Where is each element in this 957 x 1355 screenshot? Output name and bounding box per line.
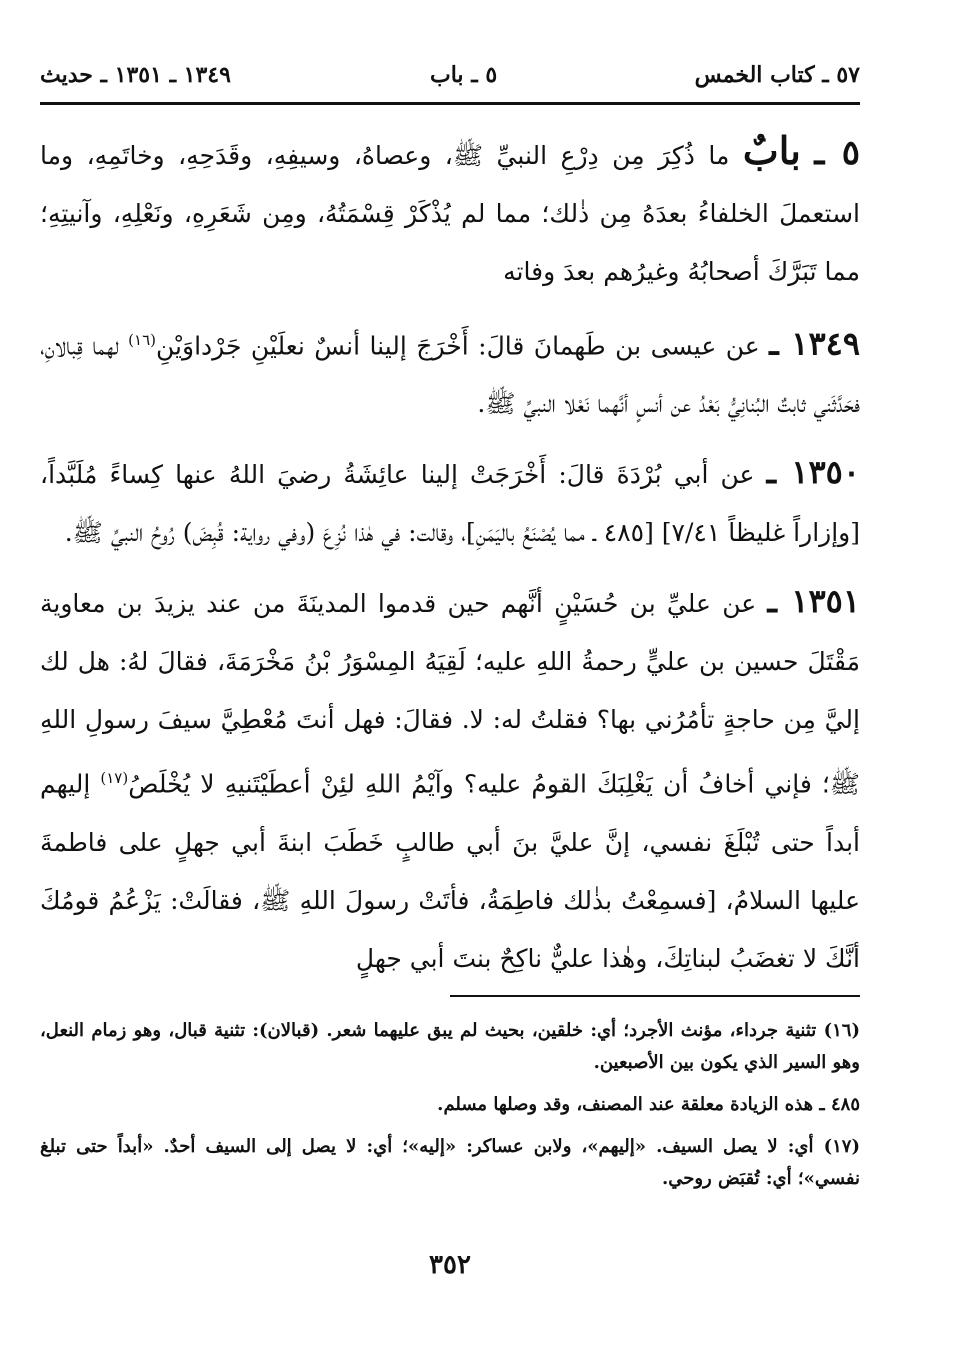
hadith-1351	[40, 572, 860, 987]
chapter-heading	[40, 122, 860, 301]
hadith-1350	[40, 443, 860, 562]
hadith-text: عن أبي بُرْدَةَ قالَ: أَخْرَجَتْ إلينا عائِشَةُ رضيَ اللهُ عنها كِساءً مُلَبَّداً، [وإزاراً غليظاً ٧/٤١] [٤٨٥ ـ مما يُصْنَعُ باليَمَنِ]، وقالت: في هٰذا نُزِعَ (وفي رواية: قُبِضَ) رُوحُ النبيِّ ﷺ.	[40, 460, 860, 548]
hadith-text-continued: إليهم أبداً حتى تُبْلَغَ نفسي، إنَّ عليَّ بنَ أبي طالبٍ خَطَبَ ابنةَ أبي جهلٍ على فاطمةَ عليها السلامُ، [فسمِعْتُ بذٰلك فاطِمَةُ، فأتَتْ رسولَ اللهِ ﷺ، فقالَتْ: يَزْعُمُ قومُكَ أنَّكَ لا تغضَبُ لبناتِكَ، وهٰذا عليٌّ ناكِحٌ بنتَ أبي جهلٍ	[40, 769, 860, 973]
hadith-number: ١٣٥٠ ـ	[766, 453, 861, 492]
hadith-number: ١٣٤٩ ـ	[769, 324, 861, 363]
hadith-text: عن عيسى بن طَهمانَ قالَ: أَخْرَجَ إلينا أنسٌ نعلَيْنِ جَرْداوَيْنِ	[156, 331, 760, 361]
hadith-1349	[40, 311, 860, 433]
footnote-485: ٤٨٥ ـ هذه الزيادة معلقة عند المصنف، وقد وصلها مسلم.	[437, 1094, 860, 1115]
header-divider	[40, 102, 860, 105]
footnote-16: (١٦) تثنية جرداء، مؤنث الأجرد؛ أي: خلقين، بحيث لم يبق عليهما شعر. (قبالان): تثنية قبال، وهو زمام النعل، وهو السير الذي يكون بين الأصبعين.	[40, 1020, 860, 1073]
header-chapter: ٥ ـ باب	[430, 62, 498, 88]
chapter-word: بابٌ	[742, 128, 801, 173]
hadith-text: عن عليِّ بن حُسَيْنٍ أنَّهم حين قدموا المدينَةَ من عند يزيدَ بن معاوية مَقْتَلَ حسين بن عليٍّ رحمةُ اللهِ عليه؛ لَقِيَهُ المِسْوَرُ بْنُ مَخْرَمَةَ، فقالَ لهُ: هل لك إليَّ مِن حاجةٍ تأمُرُني بها؟ فقلتُ له: لا. فقالَ: فهل أنتَ مُعْطِيَّ سيفَ رسولِ اللهِ ﷺ؛ فإني أخافُ أن يَغْلِبَكَ القومُ عليه؟ وآيْمُ اللهِ لئِنْ أعطَيْتَنيهِ لا يُخْلَصُ	[40, 589, 860, 799]
hadith-text-continued: لهما قِبالانِ، فحَدَّثَني ثابتٌ البُنانِيُّ بَعْدُ عن أنسٍ أنَّهما نَعْلا النبيِّ ﷺ.	[40, 331, 860, 419]
footnotes	[40, 1015, 860, 1205]
header-book-title: ٥٧ ـ كتاب الخمس	[694, 62, 860, 88]
footnote-marker: (١٧)	[100, 769, 129, 788]
page-number: ٣٥٢	[429, 1250, 471, 1280]
chapter-number: ٥ ـ	[814, 133, 860, 173]
main-text	[40, 122, 860, 998]
header-hadith-range: ١٣٤٩ ـ ١٣٥١ ـ حديث	[40, 62, 231, 88]
running-header	[40, 58, 860, 98]
book-page	[40, 40, 860, 1320]
footnote-divider	[450, 995, 860, 997]
hadith-number: ١٣٥١ ـ	[767, 582, 861, 621]
footnote-marker: (١٦)	[128, 331, 157, 349]
footnote-17: (١٧) أي: لا يصل السيف. «إليهم»، ولابن عساكر: «إليه»؛ أي: لا يصل إلى السيف أحدٌ. «أبداً حتى تبلغ نفسي»؛ أي: تُقبَض روحي.	[40, 1136, 860, 1189]
chapter-title: ما ذُكِرَ مِن دِرْعِ النبيِّ ﷺ، وعصاهُ، وسيفِهِ، وقَدَحِهِ، وخاتَمِهِ، وما استعملَ الخلفاءُ بعدَهُ مِن ذٰلك؛ مما لم يُذْكَرْ قِسْمَتُهُ، ومِن شَعَرِهِ، ونَعْلِهِ، وآنيتِهِ؛ مما تَبَرَّكَ أصحابُهُ وغيرُهم بعدَ وفاته	[40, 141, 860, 286]
